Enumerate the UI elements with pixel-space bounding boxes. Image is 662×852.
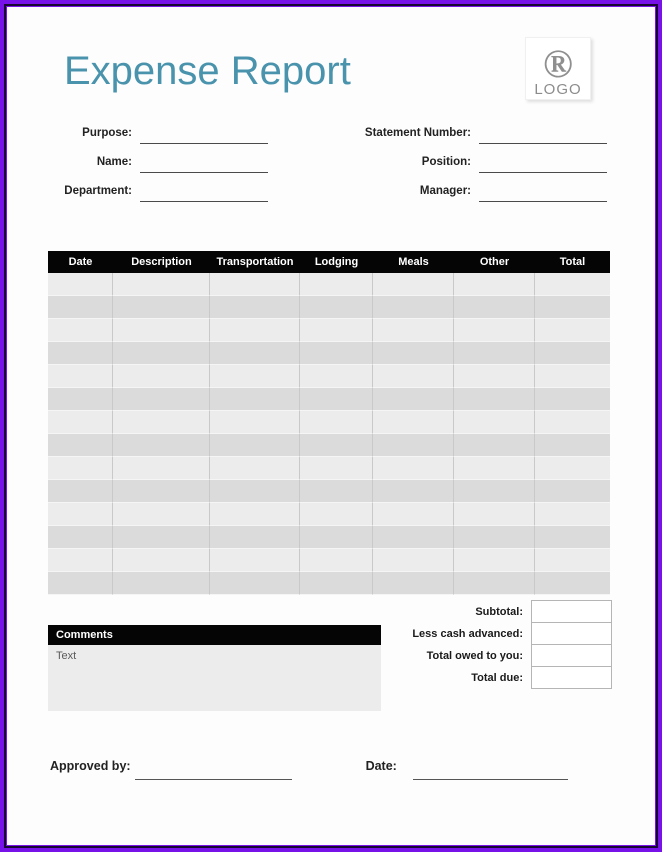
table-cell[interactable] <box>210 434 300 457</box>
table-cell[interactable] <box>48 296 113 319</box>
table-cell[interactable] <box>113 572 210 595</box>
table-cell[interactable] <box>300 503 373 526</box>
table-cell[interactable] <box>373 480 454 503</box>
date-signature-line[interactable] <box>413 766 568 780</box>
page-header <box>64 37 591 100</box>
expense-table-body <box>48 273 610 595</box>
table-row <box>48 457 610 480</box>
table-cell[interactable] <box>113 365 210 388</box>
comments-placeholder-text: Text <box>56 650 77 662</box>
name-input[interactable] <box>140 153 268 173</box>
table-cell[interactable] <box>210 526 300 549</box>
statement-number-input[interactable] <box>479 124 607 144</box>
column-header-lodging: Lodging <box>314 256 359 268</box>
table-cell[interactable] <box>210 319 300 342</box>
table-cell[interactable] <box>48 457 113 480</box>
table-cell[interactable] <box>373 273 454 296</box>
purpose-input[interactable] <box>140 124 268 144</box>
table-row <box>48 388 610 411</box>
expense-table <box>48 251 610 595</box>
table-cell[interactable] <box>300 388 373 411</box>
table-cell[interactable] <box>535 319 610 342</box>
column-header-description: Description <box>131 256 192 268</box>
table-cell[interactable] <box>48 549 113 572</box>
total-due-input[interactable] <box>531 666 612 689</box>
table-cell[interactable] <box>535 365 610 388</box>
table-cell[interactable] <box>300 549 373 572</box>
table-row <box>48 411 610 434</box>
expense-table-header <box>48 251 610 273</box>
table-cell[interactable] <box>48 273 113 296</box>
table-cell[interactable] <box>454 480 535 503</box>
table-cell[interactable] <box>113 480 210 503</box>
table-cell[interactable] <box>535 342 610 365</box>
table-cell[interactable] <box>113 457 210 480</box>
table-cell[interactable] <box>210 388 300 411</box>
table-cell[interactable] <box>300 572 373 595</box>
table-cell[interactable] <box>535 296 610 319</box>
table-cell[interactable] <box>454 572 535 595</box>
table-cell[interactable] <box>373 457 454 480</box>
table-cell[interactable] <box>535 526 610 549</box>
table-cell[interactable] <box>454 457 535 480</box>
table-cell[interactable] <box>535 572 610 595</box>
table-row <box>48 480 610 503</box>
total-due-label: Total due: <box>471 671 523 684</box>
table-cell[interactable] <box>454 434 535 457</box>
table-row <box>48 319 610 342</box>
less-cash-advanced-row <box>381 622 612 645</box>
table-cell[interactable] <box>373 388 454 411</box>
table-cell[interactable] <box>113 411 210 434</box>
table-row <box>48 273 610 296</box>
table-cell[interactable] <box>300 365 373 388</box>
table-cell[interactable] <box>300 296 373 319</box>
table-cell[interactable] <box>454 342 535 365</box>
table-row <box>48 296 610 319</box>
table-cell[interactable] <box>300 342 373 365</box>
table-cell[interactable] <box>210 342 300 365</box>
table-cell[interactable] <box>210 457 300 480</box>
table-cell[interactable] <box>48 365 113 388</box>
table-row <box>48 549 610 572</box>
page-title: Expense Report <box>64 49 351 93</box>
table-cell[interactable] <box>454 365 535 388</box>
table-cell[interactable] <box>210 503 300 526</box>
table-cell[interactable] <box>48 411 113 434</box>
table-cell[interactable] <box>113 549 210 572</box>
table-cell[interactable] <box>454 319 535 342</box>
table-cell[interactable] <box>373 503 454 526</box>
table-cell[interactable] <box>535 503 610 526</box>
purpose-label: Purpose: <box>82 127 132 139</box>
statement-number-label: Statement Number: <box>364 127 471 139</box>
table-cell[interactable] <box>48 342 113 365</box>
table-row <box>48 503 610 526</box>
name-label: Name: <box>96 156 132 168</box>
manager-label: Manager: <box>419 185 471 197</box>
approval-section <box>50 759 655 773</box>
table-cell[interactable] <box>210 572 300 595</box>
table-cell[interactable] <box>48 319 113 342</box>
table-cell[interactable] <box>113 526 210 549</box>
less-cash-advanced-input[interactable] <box>531 622 612 645</box>
table-cell[interactable] <box>300 273 373 296</box>
table-cell[interactable] <box>300 457 373 480</box>
table-row <box>48 434 610 457</box>
table-cell[interactable] <box>113 434 210 457</box>
comments-input[interactable] <box>48 645 381 711</box>
table-cell[interactable] <box>48 526 113 549</box>
table-cell[interactable] <box>454 503 535 526</box>
table-cell[interactable] <box>454 526 535 549</box>
column-header-date: Date <box>68 256 93 268</box>
header-fields <box>48 124 607 211</box>
less-cash-advanced-label: Less cash advanced: <box>412 627 523 640</box>
total-due-row <box>381 666 612 689</box>
comments-section <box>48 625 381 711</box>
table-cell[interactable] <box>300 434 373 457</box>
approved-by-signature-line[interactable] <box>135 766 292 780</box>
table-cell[interactable] <box>113 503 210 526</box>
department-label: Department: <box>64 185 132 197</box>
table-row <box>48 572 610 595</box>
table-row <box>48 342 610 365</box>
table-cell[interactable] <box>48 480 113 503</box>
total-owed-row <box>381 644 612 667</box>
table-cell[interactable] <box>373 365 454 388</box>
table-cell[interactable] <box>373 319 454 342</box>
table-cell[interactable] <box>373 549 454 572</box>
position-label: Position: <box>421 156 471 168</box>
table-cell[interactable] <box>454 273 535 296</box>
table-cell[interactable] <box>454 388 535 411</box>
column-header-meals: Meals <box>398 256 429 268</box>
date-label: Date: <box>365 759 397 773</box>
expense-report-page <box>6 6 656 846</box>
table-cell[interactable] <box>535 434 610 457</box>
table-cell[interactable] <box>535 457 610 480</box>
subtotal-input[interactable] <box>531 600 612 623</box>
table-cell[interactable] <box>300 319 373 342</box>
table-cell[interactable] <box>373 342 454 365</box>
table-cell[interactable] <box>300 411 373 434</box>
department-input[interactable] <box>140 182 268 202</box>
table-cell[interactable] <box>454 411 535 434</box>
approved-by-label: Approved by: <box>50 759 131 773</box>
subtotal-row <box>381 600 612 623</box>
table-cell[interactable] <box>535 273 610 296</box>
table-row <box>48 526 610 549</box>
table-cell[interactable] <box>48 503 113 526</box>
table-cell[interactable] <box>48 388 113 411</box>
table-cell[interactable] <box>535 480 610 503</box>
table-cell[interactable] <box>300 526 373 549</box>
table-cell[interactable] <box>113 296 210 319</box>
table-cell[interactable] <box>210 296 300 319</box>
table-cell[interactable] <box>454 549 535 572</box>
manager-input[interactable] <box>479 182 607 202</box>
table-cell[interactable] <box>535 549 610 572</box>
table-cell[interactable] <box>454 296 535 319</box>
table-cell[interactable] <box>210 549 300 572</box>
table-cell[interactable] <box>373 526 454 549</box>
table-row <box>48 365 610 388</box>
total-owed-input[interactable] <box>531 644 612 667</box>
table-cell[interactable] <box>113 388 210 411</box>
table-cell[interactable] <box>373 434 454 457</box>
table-cell[interactable] <box>535 411 610 434</box>
table-cell[interactable] <box>373 411 454 434</box>
table-cell[interactable] <box>373 572 454 595</box>
registered-trademark-icon: ® <box>543 41 573 86</box>
table-cell[interactable] <box>113 342 210 365</box>
table-cell[interactable] <box>373 296 454 319</box>
table-cell[interactable] <box>300 480 373 503</box>
table-cell[interactable] <box>210 480 300 503</box>
table-cell[interactable] <box>48 572 113 595</box>
totals-section <box>381 600 612 689</box>
table-cell[interactable] <box>113 319 210 342</box>
table-cell[interactable] <box>210 411 300 434</box>
column-header-other: Other <box>479 256 510 268</box>
position-input[interactable] <box>479 153 607 173</box>
column-header-total: Total <box>559 256 586 268</box>
table-cell[interactable] <box>210 273 300 296</box>
logo-placeholder-label: LOGO <box>534 81 582 98</box>
table-cell[interactable] <box>48 434 113 457</box>
table-cell[interactable] <box>535 388 610 411</box>
column-header-transportation: Transportation <box>216 256 294 268</box>
table-cell[interactable] <box>210 365 300 388</box>
subtotal-label: Subtotal: <box>475 605 523 618</box>
total-owed-label: Total owed to you: <box>426 649 523 662</box>
comments-header: Comments <box>48 625 381 645</box>
page-border-inner <box>4 4 658 848</box>
company-logo <box>525 37 591 100</box>
totals-and-comments <box>48 600 612 711</box>
table-cell[interactable] <box>113 273 210 296</box>
